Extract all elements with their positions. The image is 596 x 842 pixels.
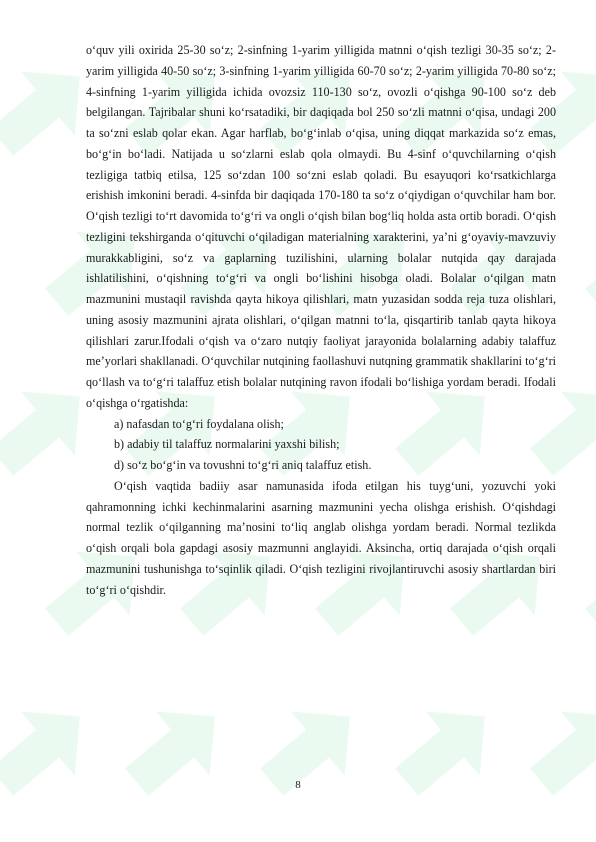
list-item-b: b) adabiy til talaffuz normalarini yaxshi bilish; xyxy=(114,437,340,452)
watermark-arrow xyxy=(570,524,596,654)
watermark-arrow xyxy=(0,684,107,814)
document-body xyxy=(86,40,556,600)
watermark-arrow xyxy=(380,684,512,814)
watermark-arrow xyxy=(515,684,596,814)
paragraph-2: O‘qish vaqtida badiiy asar namunasida ifoda etilgan his tuyg‘uni, yozuvchi yoki qahramonning ichki kechinmalarini asarning mazmunini yecha olishga erishish. O‘qishdagi normal tezlik o‘qilganning ma’nosini to‘liq anglab olishga yordam beradi. Normal tezlikda o‘qish orqali bola gapdagi asosiy mazmunni anglayidi. Aksincha, ortiq darajada o‘qish orqali mazmunini tushunishga to‘sqinlik qiladi. O‘qish tezligini rivojlantiruvchi asosiy shartlardan biri to‘g‘ri o‘qishdir. xyxy=(86,478,556,597)
list-item-d: d) so‘z bo‘g‘in va tovushni to‘g‘ri aniq talaffuz etish. xyxy=(114,458,372,472)
list-item-a: a) nafasdan to‘g‘ri foydalana olish; xyxy=(114,416,284,431)
watermark-arrow xyxy=(110,684,242,814)
page-number: 8 xyxy=(295,779,301,791)
watermark-arrow xyxy=(245,684,377,814)
watermark-arrow xyxy=(570,204,596,334)
paragraph-1: o‘quv yili oxirida 25-30 so‘z; 2-sinfning 1-yarim yilligida matnni o‘qish tezligi 30-35 so‘z; 2-yarim yilligida 40-50 so‘z; 3-sinfning 1-yarim yilligida 60-70 so‘z; 2-yarim yilligida 70-80 so‘z; 4-sinfning 1-yarim yilligida ichida ovozsiz 110-130 so‘z, ovozli o‘qishga 90-100 so‘z deb belgilangan. Tajribalar shuni ko‘rsatadiki, bir daqiqada bol 250 so‘zli matnni o‘qisa, undagi 200 ta so‘zni eslab qolar ekan. Agar harflab, bo‘g‘inlab o‘qisa, uning diqqat markazida so‘z emas, bo‘g‘in bo‘ladi. Natijada u so‘zlarni eslab qola olmaydi. Bu 4-sinf o‘quvchilarning o‘qish tezligiga tatbiq etilsa, 125 so‘zdan 100 so‘zni eslab qoladi. Bu esayuqori ko‘rsatkichlarga erishish imkonini beradi. 4-sinfda bir daqiqada 170-180 ta so‘z o‘qiydigan o‘quvchilar ham bor. O‘qish tezligi to‘rt davomida to‘g‘ri va ongli o‘qish bilan bog‘liq holda asta ortib boradi. O‘qish tezligini tekshirganda o‘qituvchi o‘qiladigan materialning xarakterini, ya’ni g‘oyaviy-mavzuviy murakkabligini, so‘z va gaplarning tuzilishini, ularning bolalar nutqida qay darajada ishlatilishini, o‘qishning to‘g‘ri va ongli bo‘lishini hisobga oladi. Bolalar o‘qilgan matn mazmunini mustaqil ravishda qayta hikoya qilishlari, matn yuzasidan sodda reja tuza olishlari, uning asosiy mazmunini ajrata olishlari, o‘qilgan matnni to‘la, qisqartirib tanlab qayta hikoya qilishlari zarur.Ifodali o‘qish va o‘zaro nutqiy faoliyat jarayonida bolalarning adabiy talaffuz me’yorlari shakllanadi. O‘quvchilar nutqining faollashuvi nutqning grammatik shakllarini to‘g‘ri qo‘llash va to‘g‘ri talaffuz etish bolalar nutqining ravon ifodali bo‘lishiga yordam beradi. Ifodali o‘qishga o‘rgatishda: xyxy=(86,43,556,410)
